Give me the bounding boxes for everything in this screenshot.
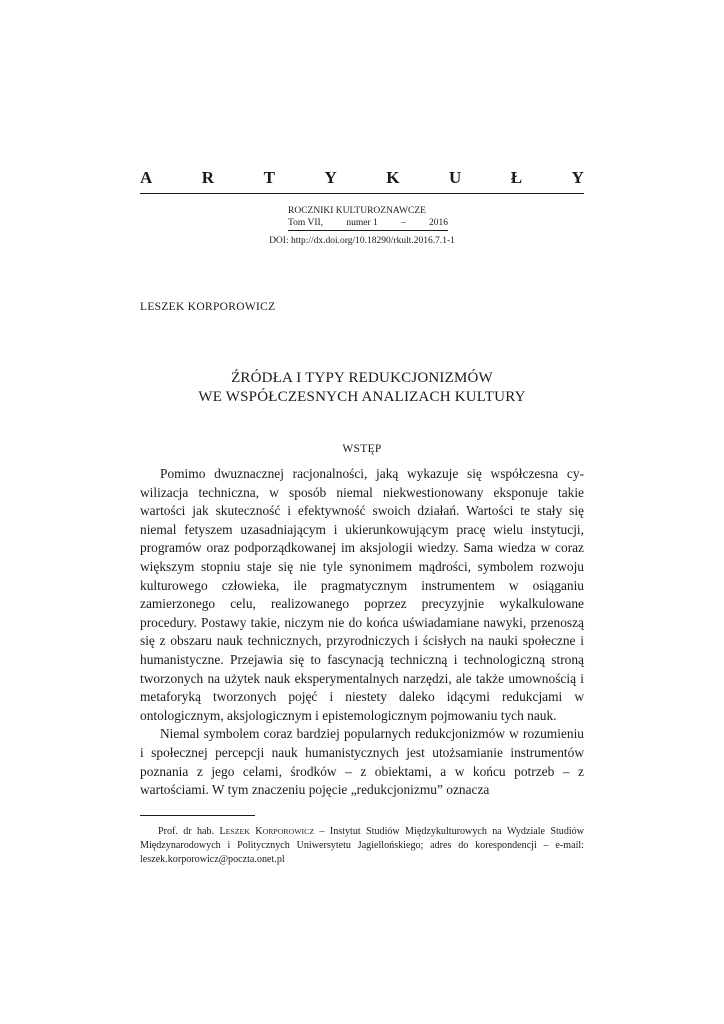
- header-letter: Y: [324, 168, 337, 187]
- journal-info-block: [288, 205, 488, 231]
- article-title: [0, 369, 724, 407]
- footnote-name-first-cap: L: [219, 826, 226, 837]
- footnote-rest: – Instytut Studiów Międzykulturowych na Wydziale Studiów Międzynarodowych i Politycznych Uniwersytetu Jagiellońskiego; adres do korespondencji – e-mail: leszek.korporowicz@poczta.onet.pl: [140, 826, 585, 865]
- footnote: [140, 825, 584, 867]
- paragraph: Niemal symbolem coraz bardziej popularnych redukcjonizmów w rozumieniu i społecznej percepcji nauk humanistycznych jest utożsamianie instrumentów poznania z jego celami, środków – z obiektami, a w końcu potrzeb – z wartościami. W tym znaczeniu pojęcie „redukcjonizmu” oznacza: [140, 726, 584, 798]
- footnote-text: [140, 825, 584, 867]
- journal-issue: numer 1: [346, 218, 378, 228]
- header-letter: Y: [571, 168, 584, 187]
- footnote-name-last-cap: K: [255, 826, 263, 837]
- header-letter: R: [201, 168, 215, 187]
- footnote-name-last-rest: ORPOROWICZ: [262, 827, 315, 836]
- header-letter: U: [449, 168, 462, 187]
- body-text: [140, 465, 584, 800]
- journal-name: ROCZNIKI KULTUROZNAWCZE: [288, 206, 426, 216]
- section-header-artykuly: [140, 168, 584, 188]
- journal-volume-line: [288, 217, 448, 229]
- header-letter: Ł: [510, 168, 523, 187]
- header-letter: K: [386, 168, 400, 187]
- header-letter: A: [140, 168, 153, 187]
- journal-year: 2016: [429, 218, 448, 228]
- journal-rule: [288, 230, 448, 231]
- title-line-1: ŹRÓDŁA I TYPY REDUKCJONIZMÓW: [231, 370, 493, 386]
- paragraph: Pomimo dwuznacznej racjonalności, jaką wykazuje się współczesna cywilizacja techniczna, w sposób niemal niekwestionowany eksponuje takie wartości jak skuteczność i efektywność swoich działań. Wartości te stały się niemal fetyszem uzasadniającym i ukierunkowującym pracę wielu instytucji, programów oraz podporządkowanej im aksjologii wiedzy. Sama wiedza w coraz większym stopniu staje się nie tyle synonimem mądrości, symbolem rozwoju kulturowego człowieka, ile pragmatycznym instrumentem w osiąganiu zamierzonego celu, realizowanego poprzez precyzyjnie wykalkulowane procedury. Postawy takie, niczym nie do końca uświadamiane nawyki, przenoszą się z obszaru nauk technicznych, przyrodniczych i ścisłych na nauki społeczne i humanistyczne. Przejawia się to fascynacją techniczną i technologiczną stroną tworzonych na użytek nauk eksperymentalnych narzędzi, ale także umownością i metaforyką tworzonych pojęć i niestety daleko idącymi redukcjami w ontologicznym, aksjologicznym i epistemologicznym pojmowaniu tych nauk.: [140, 466, 584, 723]
- title-line-2: WE WSPÓŁCZESNYCH ANALIZACH KULTURY: [198, 389, 526, 405]
- author-name: LESZEK KORPOROWICZ: [140, 301, 276, 313]
- header-letter: T: [263, 168, 275, 187]
- footnote-prefix: Prof. dr hab.: [158, 826, 220, 837]
- footnote-name-first-rest: ESZEK: [225, 827, 250, 836]
- footnote-rule: [140, 815, 255, 816]
- journal-dash: –: [400, 218, 406, 228]
- header-rule: [140, 193, 584, 194]
- journal-volume: Tom VII,: [288, 218, 324, 228]
- section-heading: WSTĘP: [342, 443, 382, 455]
- doi-line: DOI: http://dx.doi.org/10.18290/rkult.2016.7.1-1: [269, 236, 455, 246]
